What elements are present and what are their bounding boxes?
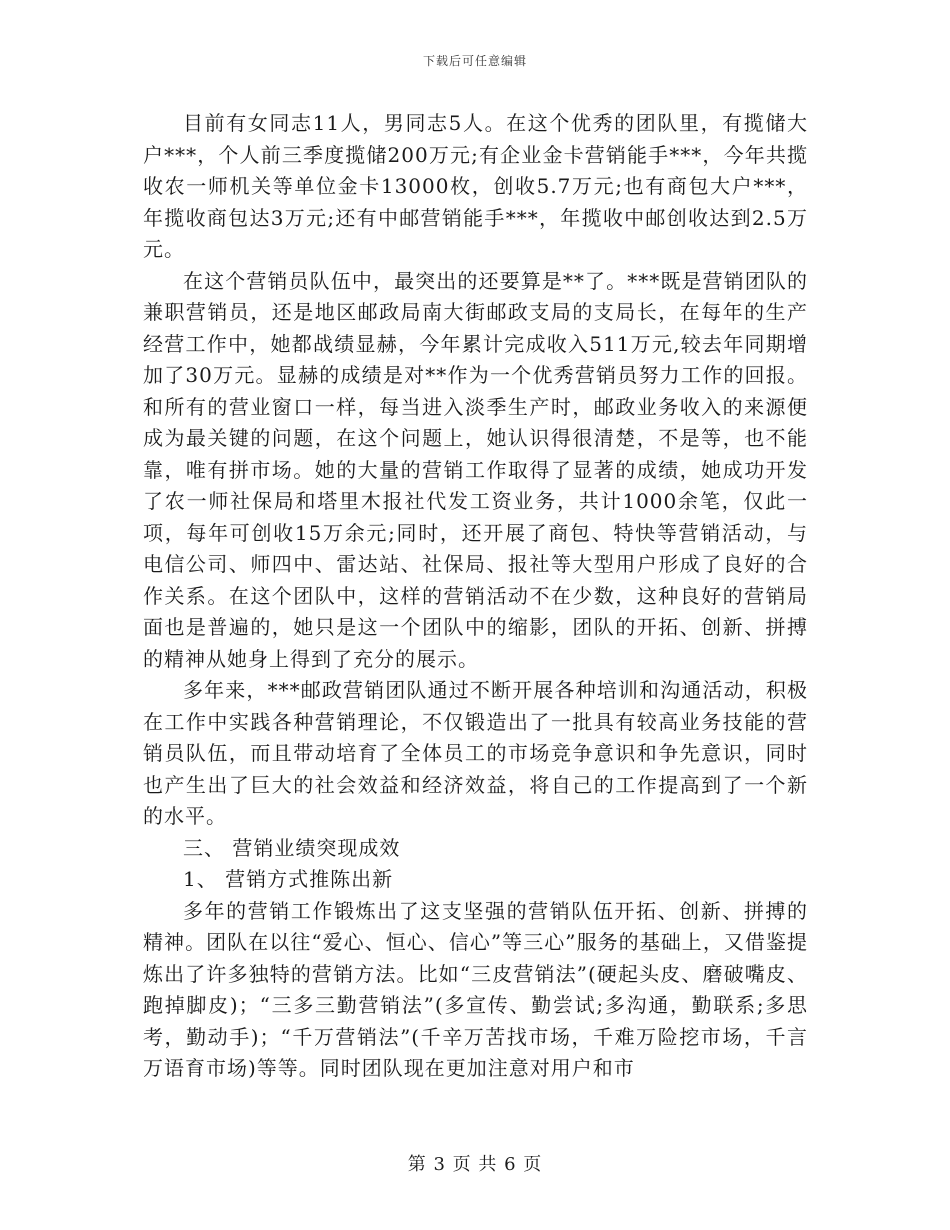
- page-number-footer: 第 3 页 共 6 页: [407, 1154, 543, 1175]
- section-heading-3: 三、 营销业绩突现成效: [183, 835, 401, 860]
- paragraph-years-training: 多年来，***邮政营销团队通过不断开展各种培训和沟通活动，积极在工作中实践各种营销理论，不仅锻造出了一批具有较高业务技能的营销员队伍，而且带动培育了全体员工的市场竞争意识和争先意识，同时也产生出了巨大的社会效益和经济效益，将自己的工作提高到了一个新的水平。: [143, 678, 808, 828]
- document-body: [143, 108, 808, 1085]
- page-header: 下载后可任意编辑: [422, 54, 527, 68]
- paragraph-team-members: 目前有女同志11人，男同志5人。在这个优秀的团队里，有揽储大户***，个人前三季度揽储200万元;有企业金卡营销能手***，今年共揽收农一师机关等单位金卡13000枚，创收5.7万元;也有商包大户***，年揽收商包达3万元;还有中邮营销能手***，年揽收中邮创收达到2.5万元。: [143, 111, 808, 261]
- subsection-heading-3-1: 1、 营销方式推陈出新: [183, 867, 394, 891]
- paragraph-outstanding-marketer: 在这个营销员队伍中，最突出的还要算是**了。***既是营销团队的兼职营销员，还是地区邮政局南大街邮政支局的支局长，在每年的生产经营工作中，她都战绩显赫，今年累计完成收入511万元,较去年同期增加了30万元。显赫的成绩是对**作为一个优秀营销员努力工作的回报。和所有的营业窗口一样，每当进入淡季生产时，邮政业务收入的来源便成为最关键的问题，在这个问题上，她认识得很清楚，不是等，也不能靠，唯有拼市场。她的大量的营销工作取得了显著的成绩，她成功开发了农一师社保局和塔里木报社代发工资业务，共计1000余笔，仅此一项，每年可创收15万余元;同时，还开展了商包、特快等营销活动，与电信公司、师四中、雷达站、社保局、报社等大型用户形成了良好的合作关系。在这个团队中，这样的营销活动不在少数，这种良好的营销局面也是普遍的，她只是这一个团队中的缩影，团队的开拓、创新、拼搏的精神从她身上得到了充分的展示。: [143, 268, 808, 671]
- paragraph-marketing-methods: 多年的营销工作锻炼出了这支坚强的营销队伍开拓、创新、拼搏的精神。团队在以往“爱心、恒心、信心”等三心”服务的基础上，又借鉴提炼出了许多独特的营销方法。比如“三皮营销法”(硬起头皮、磨破嘴皮、跑掉脚皮)；“三多三勤营销法”(多宣传、勤尝试;多沟通，勤联系;多思考，勤动手)；“千万营销法”(千辛万苦找市场，千难万险挖市场，千言万语育市场)等等。同时团队现在更加注意对用户和市: [143, 898, 808, 1080]
